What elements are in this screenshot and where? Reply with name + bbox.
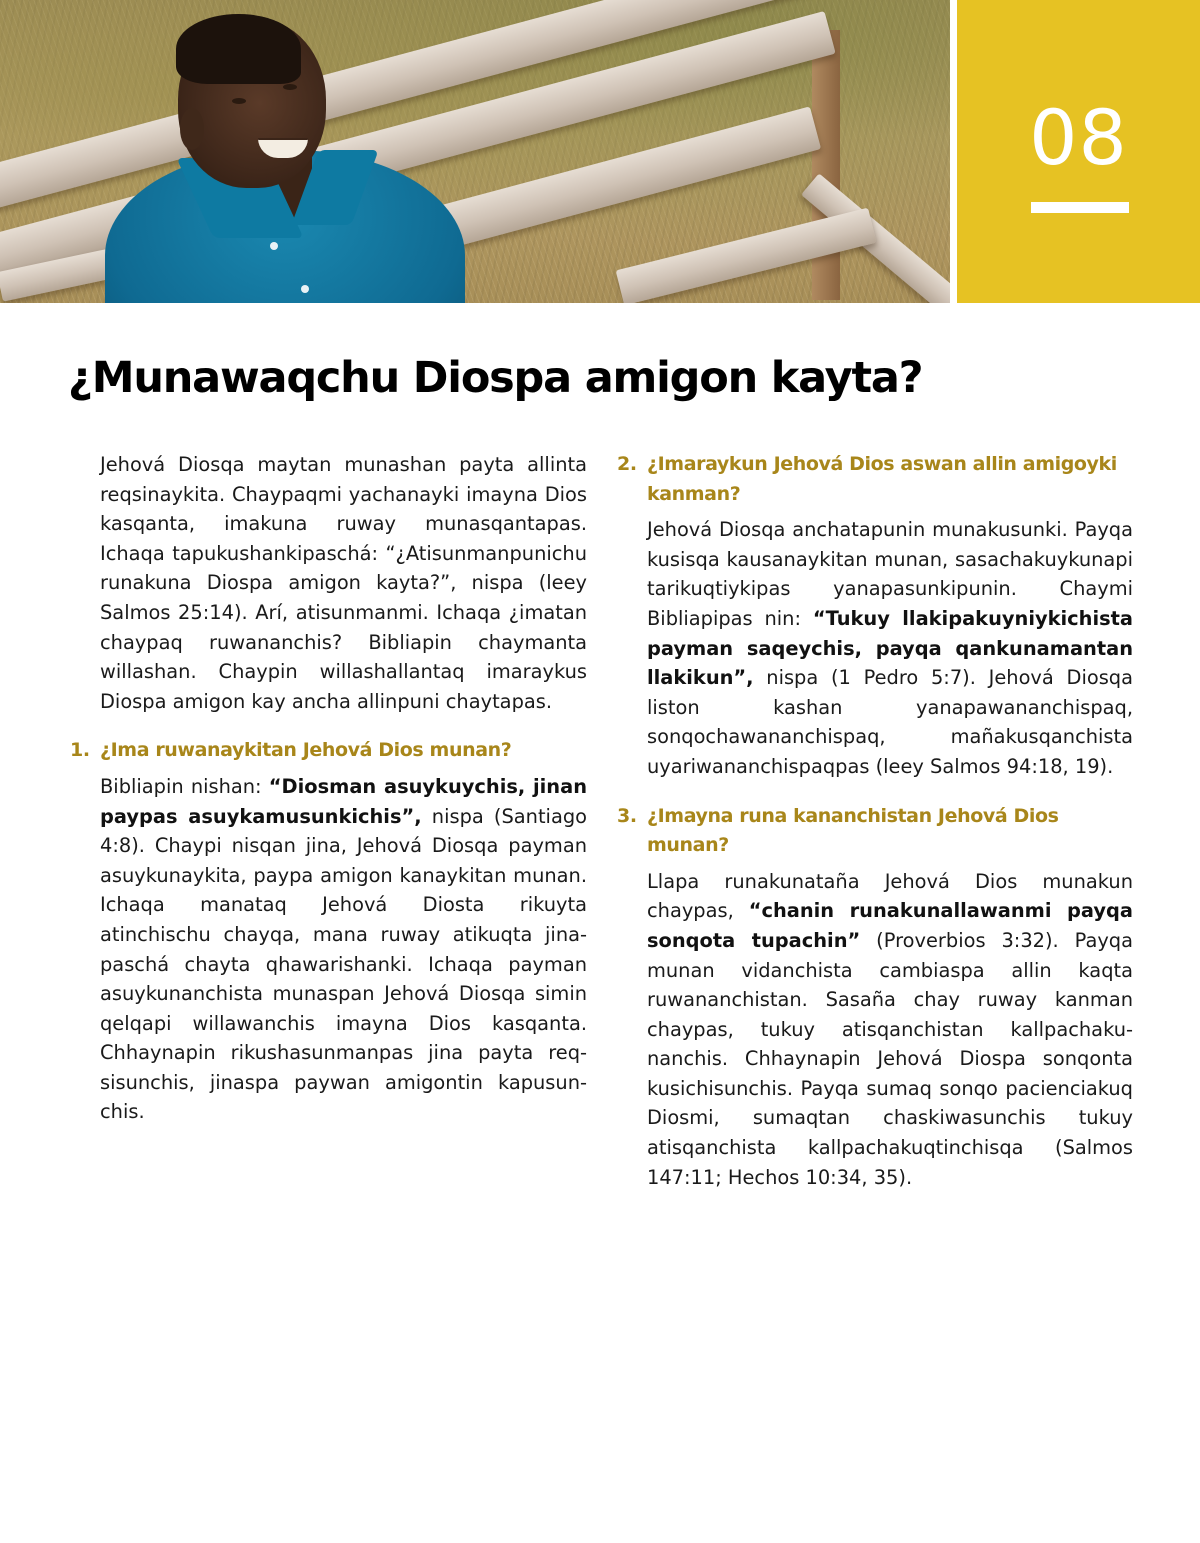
lesson-number-underline <box>1031 202 1129 213</box>
left-column <box>70 450 588 1127</box>
eye <box>232 98 246 104</box>
question-number: 1. <box>70 739 90 762</box>
answer-paragraph <box>647 515 1133 781</box>
answer-text: Jehová Diosqa anchatapunin munakusunki. Payqa kusisqa kausanaykitan munan, sasachakuykunapi tarikuqtiykipas yanapasunkipunin. Chaymi Bibliapipas nin: <box>647 518 1133 630</box>
question-number: 2. <box>617 453 637 475</box>
scripture-quote: “chanin runakunallawanmi payqa sonqota tupachin” <box>647 899 1133 952</box>
question-heading <box>617 450 1133 509</box>
question-number: 3. <box>617 804 637 827</box>
shirt-button <box>301 285 309 293</box>
question-heading <box>70 736 587 766</box>
question-text: ¿Imayna runa kananchistan Jehová Dios munan? <box>647 804 1059 857</box>
right-column <box>617 450 1134 1192</box>
hero-photo <box>0 0 950 303</box>
bench-post <box>812 30 840 300</box>
answer-text: Llapa runakunataña Jehová Dios munakun chaypas, <box>647 869 1133 923</box>
lesson-number-badge <box>957 0 1200 303</box>
answer-text: Bibliapin nishan: <box>100 774 269 798</box>
page-title: ¿Munawaqchu Diospa amigon kayta? <box>68 353 923 403</box>
eye <box>283 84 297 90</box>
lesson-number: 08 <box>1029 93 1128 182</box>
ear <box>180 108 204 150</box>
shirt-button <box>270 242 278 250</box>
scripture-quote: “Diosman asuykuychis, jinan paypas asuykamusunkichis”, <box>100 774 588 828</box>
answer-text: (Proverbios 3:32). Payqa munan vidanchista cambiaspa allin kaqta ruwananchistan. Sasaña chay ruway kanman chaypas, tukuy atisqanchistan kallpachakunanchis. Chhaynapin Jehová Diospa sonqonta kusichisunchis. Payqa sumaq sonqo pacienciakuq Diosmi, sumaqtan chaskiwasunchis tukuy atisqanchista kallpachakuqtinchisqa (Salmos 147:11; Hechos 10:34, 35). <box>647 928 1134 1189</box>
question-text: ¿Imaraykun Jehová Dios aswan allin amigoyki kanman? <box>647 453 1117 505</box>
answer-text: nispa (Santiago 4:8). Chaypi nisqan jina, Jehová Diosqa payman asuykunaykita, paypa amigon kanaykitan munan. Ichaqa manataq Jehová Diosta rikuyta atinchischu chayqa, mana ruway atikuqta jinapaschá chayta qhawarishanki. Ichaqa payman asuykunanchista munaspan Jehová Diosqa simin qelqapi willawanchis imayna Dios kasqanta. Chhaynapin rikushasunmanpas jina payta reqsisunchis, jinaspa paywan amigontin kapusunchis. <box>100 804 588 1124</box>
answer-paragraph <box>647 867 1133 1193</box>
hair <box>176 14 301 84</box>
answer-paragraph <box>100 772 587 1127</box>
answer-text: nispa (1 Pedro 5:7). Jehová Diosqa liston kashan yanapawananchispaq, sonqochawananchispaq, mañakusqanchista uyariwananchispaqpas (leey Salmos 94:18, 19). <box>647 666 1133 778</box>
question-text: ¿Ima ruwanaykitan Jehová Dios munan? <box>100 739 512 762</box>
intro-paragraph: Jehová Diosqa maytan munashan payta allinta reqsinaykita. Chaypaqmi yachanayki imayna Dios kasqanta, imakuna ruway munasqantapas. Ichaqa tapukushankipaschá: “¿Atisunmanpunichu runakuna Diospa amigon kayta?”, nispa (leey Salmos 25:14). Arí, atisunmanmi. Ichaqa ¿imatan chaypaq ruwananchis? Bibliapin chaymanta willashan. Chaypin willashallantaq imaraykus Diospa amigon kay ancha allinpuni chaytapas. <box>100 453 587 713</box>
scripture-quote: “Tukuy llakipakuyniykichista payman saqeychis, payqa qankunamantan llakikun”, <box>647 606 1133 690</box>
question-heading <box>617 802 1133 861</box>
man-figure <box>0 0 480 303</box>
